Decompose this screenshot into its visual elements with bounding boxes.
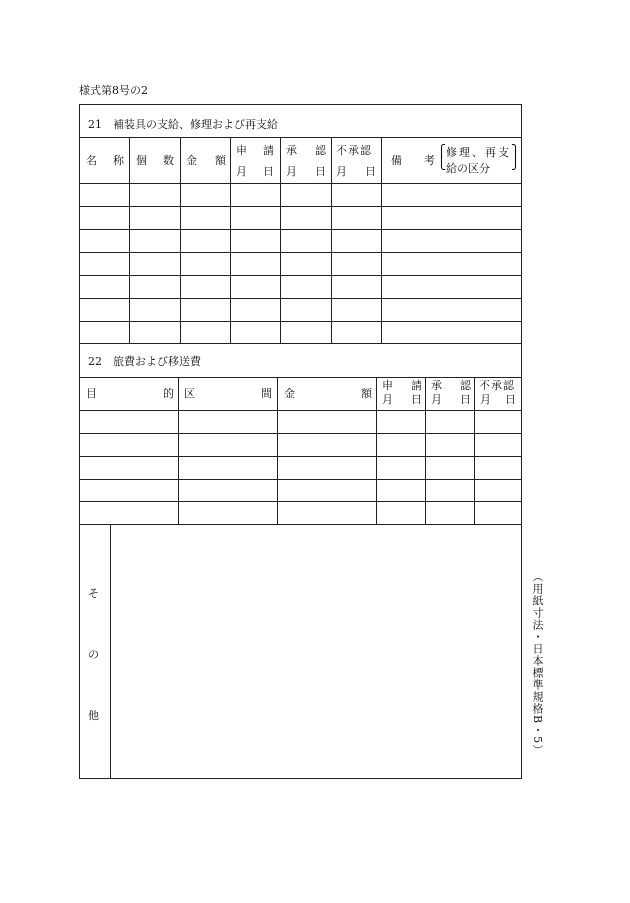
s22-header-approve: 承 認: [431, 379, 471, 392]
s22-header-apply-date: 月 日: [382, 393, 422, 406]
divider: [80, 377, 521, 378]
col-line: [381, 137, 382, 343]
other-char-2: の: [88, 648, 99, 661]
row-line: [80, 321, 521, 322]
col-line: [280, 137, 281, 343]
row-line: [80, 343, 521, 344]
form-box: [79, 104, 522, 779]
s21-remarks-note-1: 修理、再支: [446, 146, 511, 159]
s21-header-approve: 承 認: [286, 144, 326, 157]
col-line: [425, 377, 426, 524]
s21-header-name: 名 称: [86, 154, 124, 167]
s22-header-approve-date: 月 日: [431, 393, 471, 406]
s22-header-disapprove-date: 月 日: [480, 393, 516, 406]
row-line: [80, 298, 521, 299]
col-line: [178, 377, 179, 524]
s21-header-remarks: 備 考: [391, 154, 435, 167]
other-char-1: そ: [88, 587, 99, 600]
paper-size-note: （用紙寸法・日本標準規格B・5）: [531, 571, 544, 757]
s21-header-apply: 申 請: [236, 144, 274, 157]
s22-header-disapprove: 不承認: [479, 379, 515, 392]
s21-header-approve-date: 月 日: [286, 165, 326, 178]
s22-header-purpose: 目 的: [86, 387, 174, 400]
s21-header-amount: 金 額: [186, 154, 226, 167]
s21-header-disapprove-date: 月 日: [336, 165, 376, 178]
s21-header-disapprove: 不承認: [336, 144, 372, 157]
row-line: [80, 479, 521, 480]
s22-header-apply: 申 請: [382, 379, 422, 392]
section21-title: 21 補装具の支給、修理および再支給: [88, 118, 278, 131]
other-char-3: 他: [88, 709, 99, 722]
s22-header-amount: 金 額: [284, 387, 372, 400]
col-line: [277, 377, 278, 524]
brace-left: ⎧ ⎩: [437, 144, 446, 170]
s21-remarks-note-2: 給の区分: [446, 162, 490, 175]
col-line: [376, 377, 377, 524]
row-line: [80, 229, 521, 230]
divider: [80, 137, 521, 138]
section22-title: 22 旅費および移送費: [88, 355, 201, 368]
row-line: [80, 433, 521, 434]
row-line: [80, 275, 521, 276]
row-line: [80, 456, 521, 457]
row-line: [80, 410, 521, 411]
col-line: [180, 137, 181, 343]
col-line: [331, 137, 332, 343]
col-line: [129, 137, 130, 343]
form-id: 様式第8号の2: [79, 84, 148, 97]
row-line: [80, 252, 521, 253]
row-line: [80, 206, 521, 207]
s21-header-apply-date: 月 日: [236, 165, 274, 178]
col-line: [230, 137, 231, 343]
col-line: [474, 377, 475, 524]
other-notes-area[interactable]: [111, 525, 521, 778]
brace-right: ⎫ ⎭: [511, 144, 520, 170]
row-line: [80, 501, 521, 502]
row-line: [80, 183, 521, 184]
s22-header-section: 区 間: [184, 387, 272, 400]
s21-header-count: 個 数: [136, 154, 174, 167]
